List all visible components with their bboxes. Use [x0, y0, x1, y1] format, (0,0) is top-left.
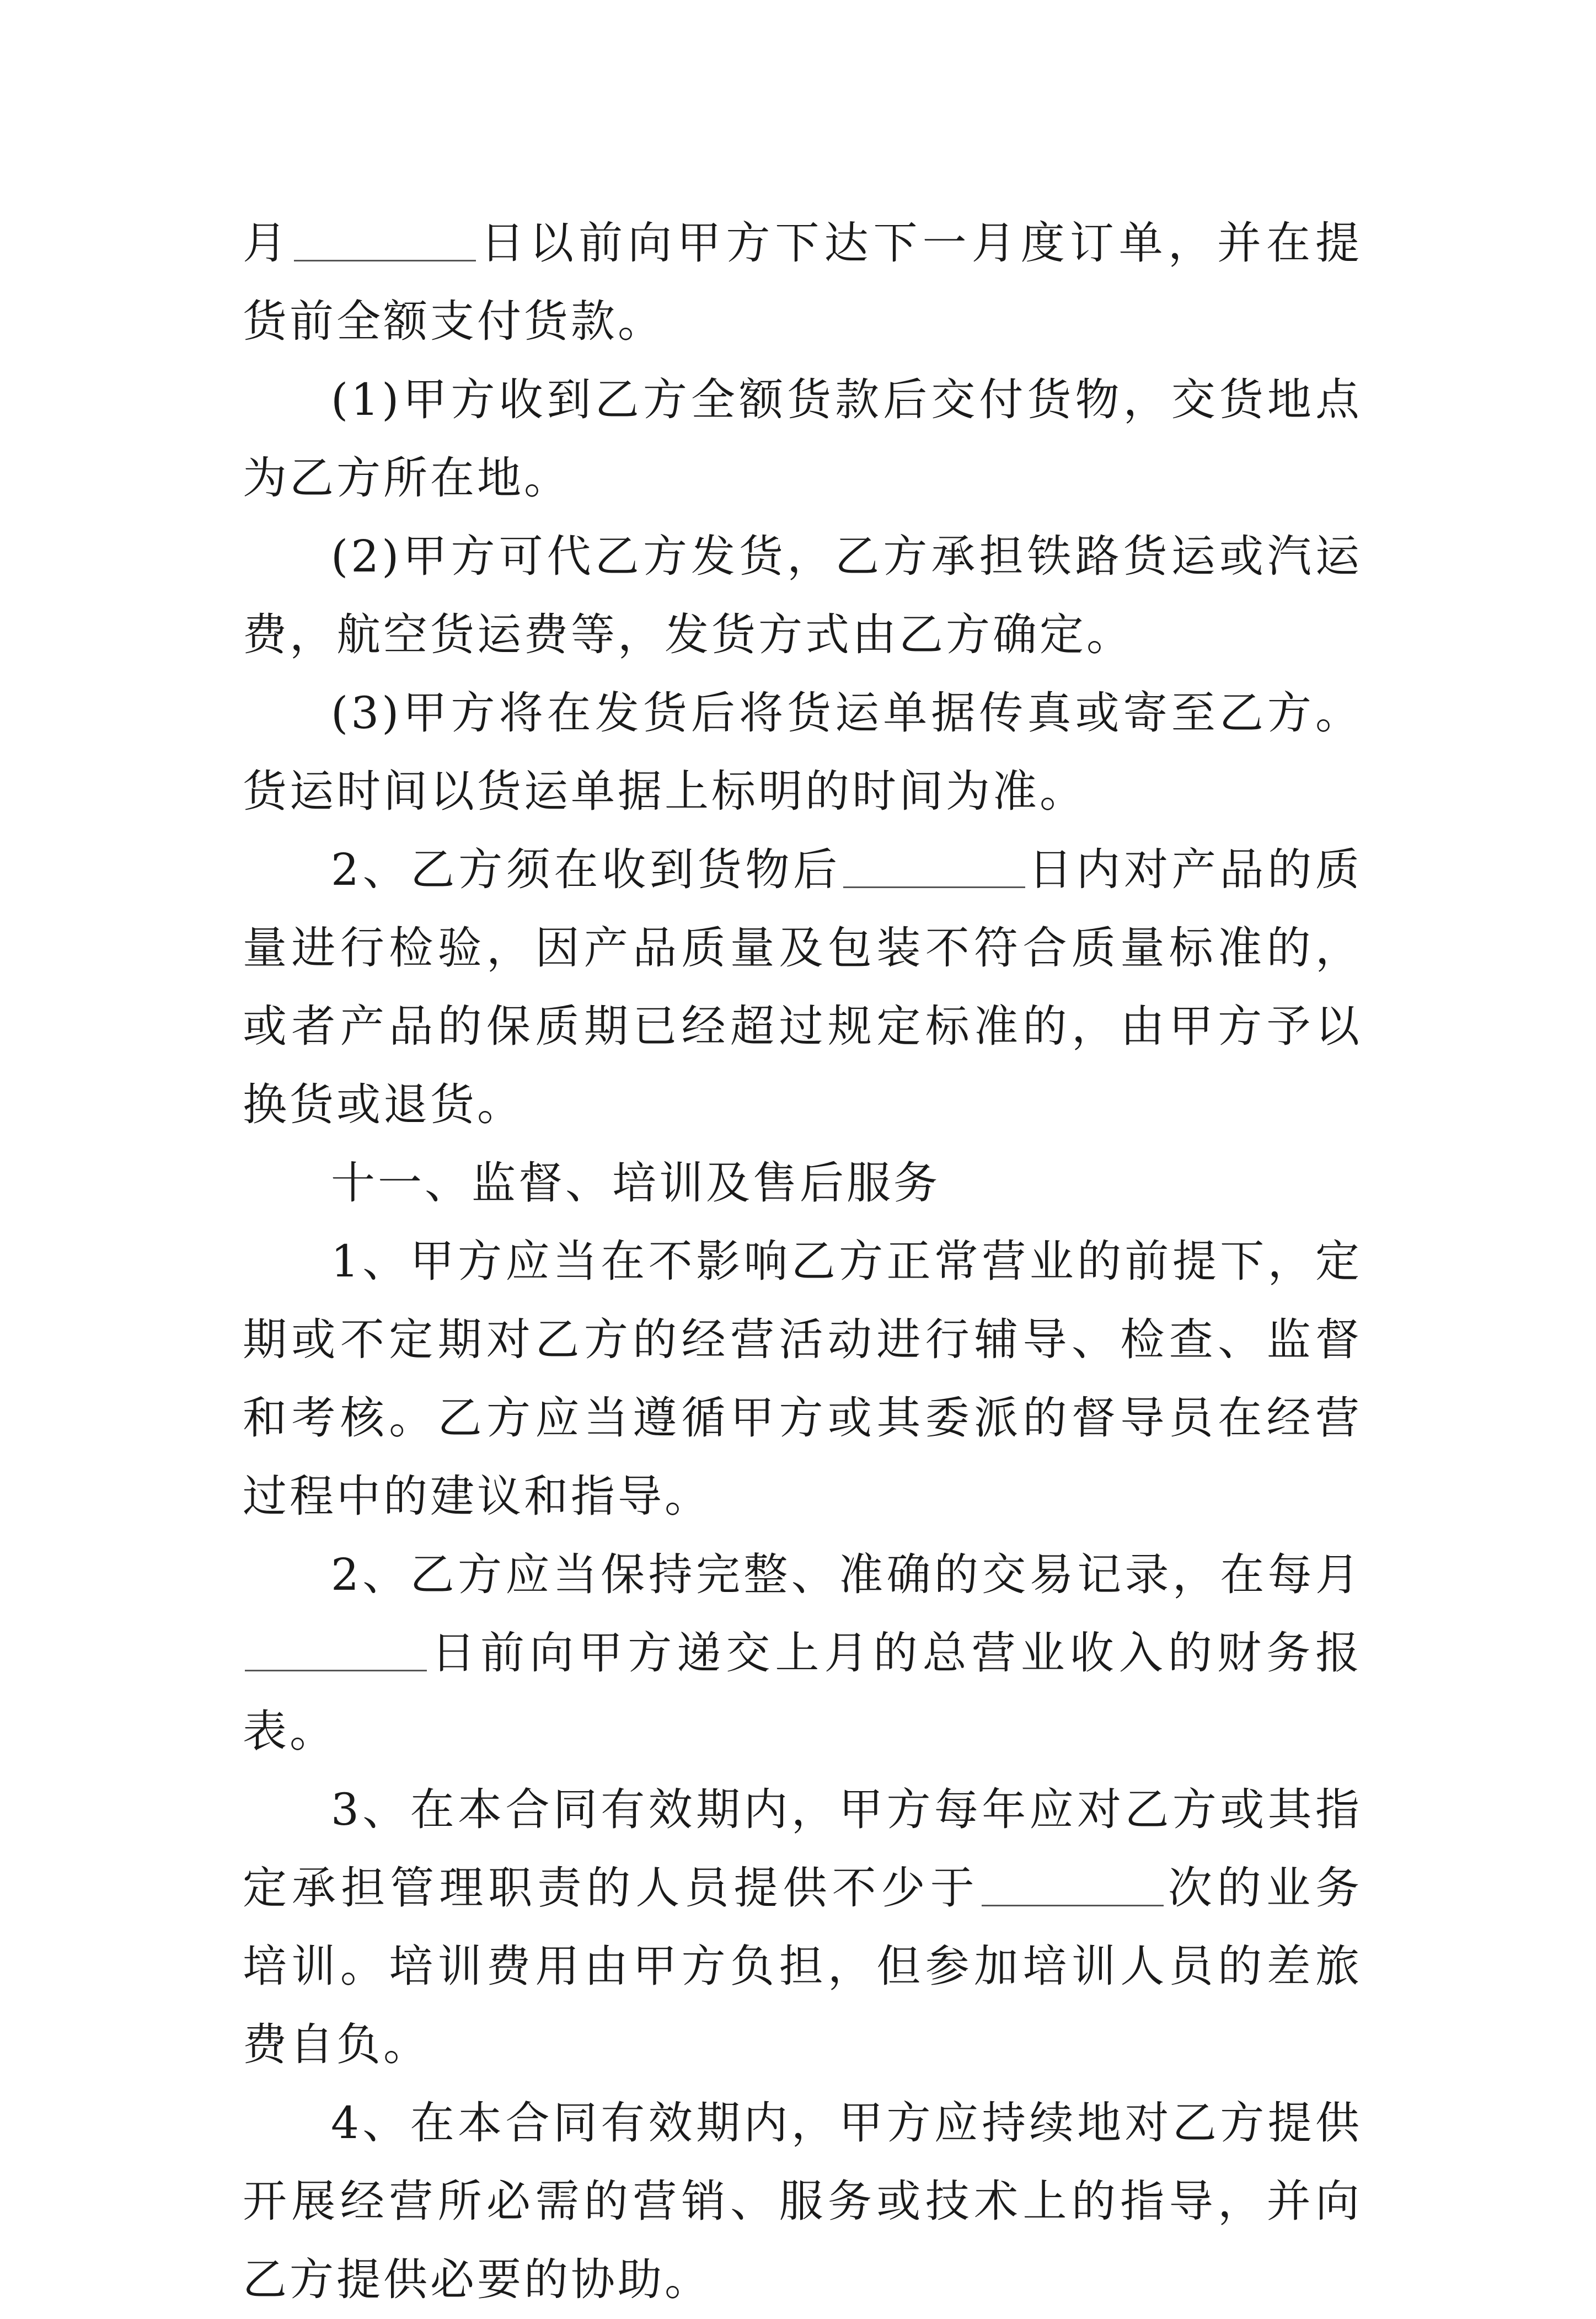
paragraph-clause-3-training	[243, 1771, 1362, 2084]
paragraph-text: 2、乙方须在收到货物后	[331, 844, 841, 895]
fill-in-blank[interactable]	[982, 1866, 1164, 1906]
paragraph-text: 4、在本合同有效期内，甲方应持续地对乙方提供开展经营所必需的营销、服务或技术上的指导，并向乙方提供必要的协助。	[243, 2097, 1362, 2305]
paragraph-clause-2-inspection	[243, 831, 1362, 1144]
paragraph-text: (3)甲方将在发货后将货运单据传真或寄至乙方。货运时间以货运单据上标明的时间为准。	[243, 687, 1362, 817]
fill-in-blank[interactable]	[294, 221, 476, 261]
paragraph-text: 月	[243, 217, 292, 269]
paragraph-text: 日以前向甲方下达下一月度订单，并在提货前全额支付货款。	[243, 217, 1363, 347]
paragraph-text: 2、乙方应当保持完整、准确的交易记录，在每月	[331, 1549, 1362, 1600]
document-body	[243, 204, 1362, 2319]
paragraph-text: 3、在本合同有效期内，甲方每年应对乙方或其指定承担管理职责的人员提供不少于	[243, 1784, 1362, 1914]
fill-in-blank[interactable]	[843, 848, 1025, 888]
paragraph-text: (2)甲方可代乙方发货，乙方承担铁路货运或汽运费，航空货运费等，发货方式由乙方确定。	[243, 531, 1362, 660]
paragraph-item-2	[243, 517, 1362, 674]
paragraph-clause-2-records	[243, 1536, 1362, 1771]
section-heading-eleven	[243, 1144, 1362, 1222]
paragraph-order-deadline	[243, 204, 1362, 361]
fill-in-blank[interactable]	[245, 1631, 427, 1671]
paragraph-clause-4-guidance	[243, 2084, 1362, 2319]
paragraph-item-3	[243, 674, 1362, 831]
paragraph-text: (1)甲方收到乙方全额货款后交付货物，交货地点为乙方所在地。	[243, 374, 1362, 504]
paragraph-clause-1-supervision	[243, 1222, 1362, 1536]
section-heading-text: 十一、监督、培训及售后服务	[331, 1157, 940, 1209]
paragraph-text: 日前向甲方递交上月的总营业收入的财务报表。	[243, 1627, 1362, 1757]
paragraph-text: 日内对产品的质量进行检验，因产品质量及包装不符合质量标准的，或者产品的保质期已经超过规定标准的，由甲方予以换货或退货。	[243, 844, 1362, 1130]
paragraph-item-1	[243, 361, 1362, 517]
paragraph-text: 次的业务培训。培训费用由甲方负担，但参加培训人员的差旅费自负。	[243, 1862, 1363, 2070]
paragraph-text: 1、甲方应当在不影响乙方正常营业的前提下，定期或不定期对乙方的经营活动进行辅导、检查、监督和考核。乙方应当遵循甲方或其委派的督导员在经营过程中的建议和指导。	[243, 1236, 1362, 1522]
